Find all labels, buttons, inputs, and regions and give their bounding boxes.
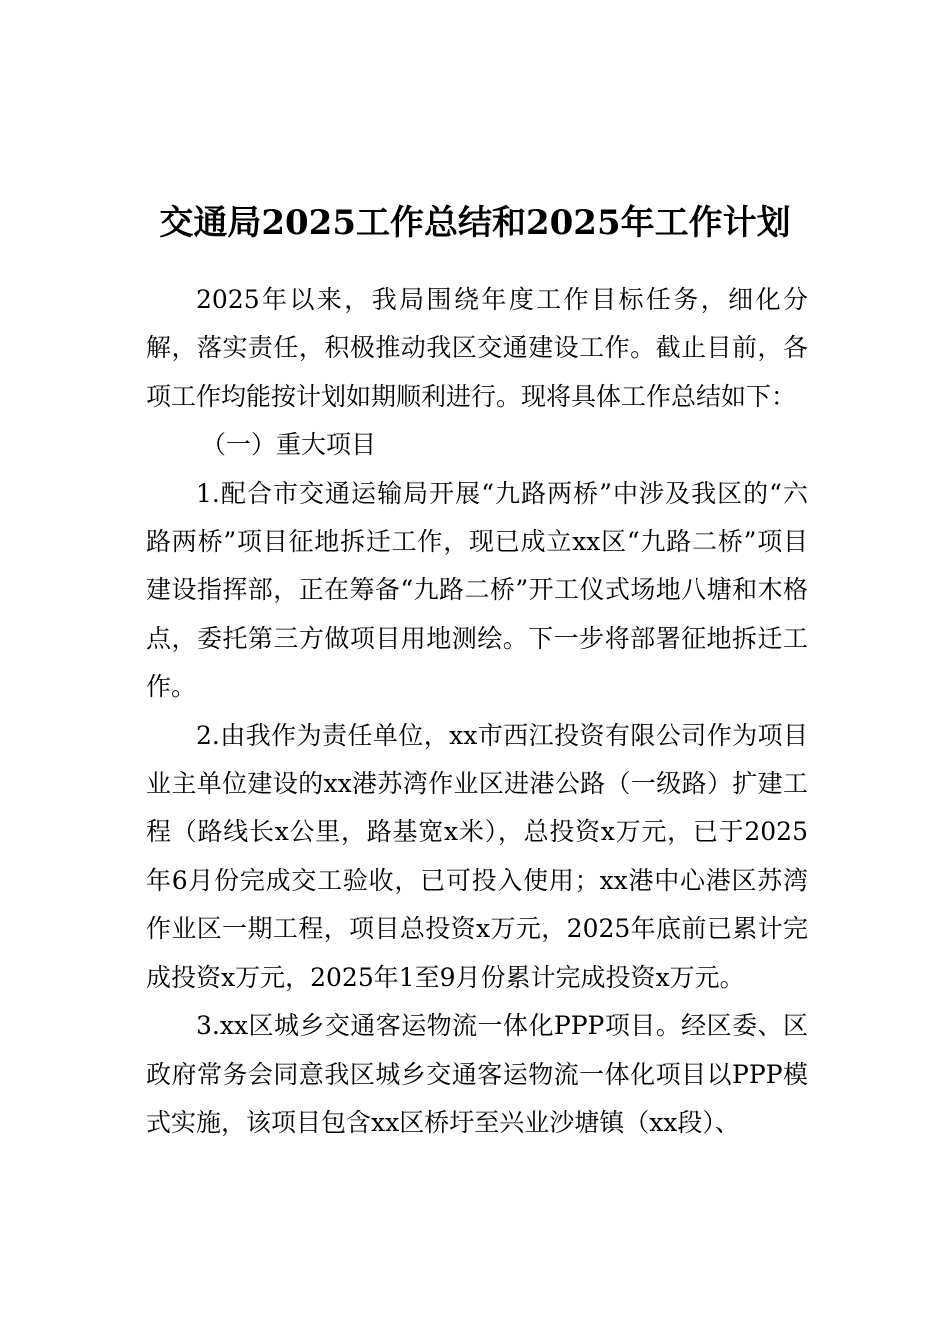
- document-body: [146, 276, 808, 1147]
- section-heading-major-projects: （一）重大项目: [201, 430, 377, 460]
- item-paragraph-1: 1.配合市交通运输局开展“九路两桥”中涉及我区的“六路两桥”项目征地拆迁工作，现已成立xx区“九路二桥”项目建设指挥部，正在筹备“九路二桥”开工仪式场地八塘和木格点，委托第三方做项目用地测绘。下一步将部署征地拆迁工作。: [146, 478, 808, 702]
- document-title: 交通局2025工作总结和2025年工作计划: [159, 202, 791, 243]
- intro-paragraph: 2025年以来，我局围绕年度工作目标任务，细化分解，落实责任，积极推动我区交通建设工作。截止目前，各项工作均能按计划如期顺利进行。现将具体工作总结如下：: [146, 285, 808, 411]
- item-paragraph-3: 3.xx区城乡交通客运物流一体化PPP项目。经区委、区政府常务会同意我区城乡交通客运物流一体化项目以PPP模式实施，该项目包含xx区桥圩至兴业沙塘镇（xx段）、: [146, 1011, 808, 1137]
- item-paragraph-2: 2.由我作为责任单位，xx市西江投资有限公司作为项目业主单位建设的xx港苏湾作业区进港公路（一级路）扩建工程（路线长x公里，路基宽x米），总投资x万元，已于2025年6月份完成交工验收，已可投入使用；xx港中心港区苏湾作业区一期工程，项目总投资x万元，2025年底前已累计完成投资x万元，2025年1至9月份累计完成投资x万元。: [146, 720, 808, 992]
